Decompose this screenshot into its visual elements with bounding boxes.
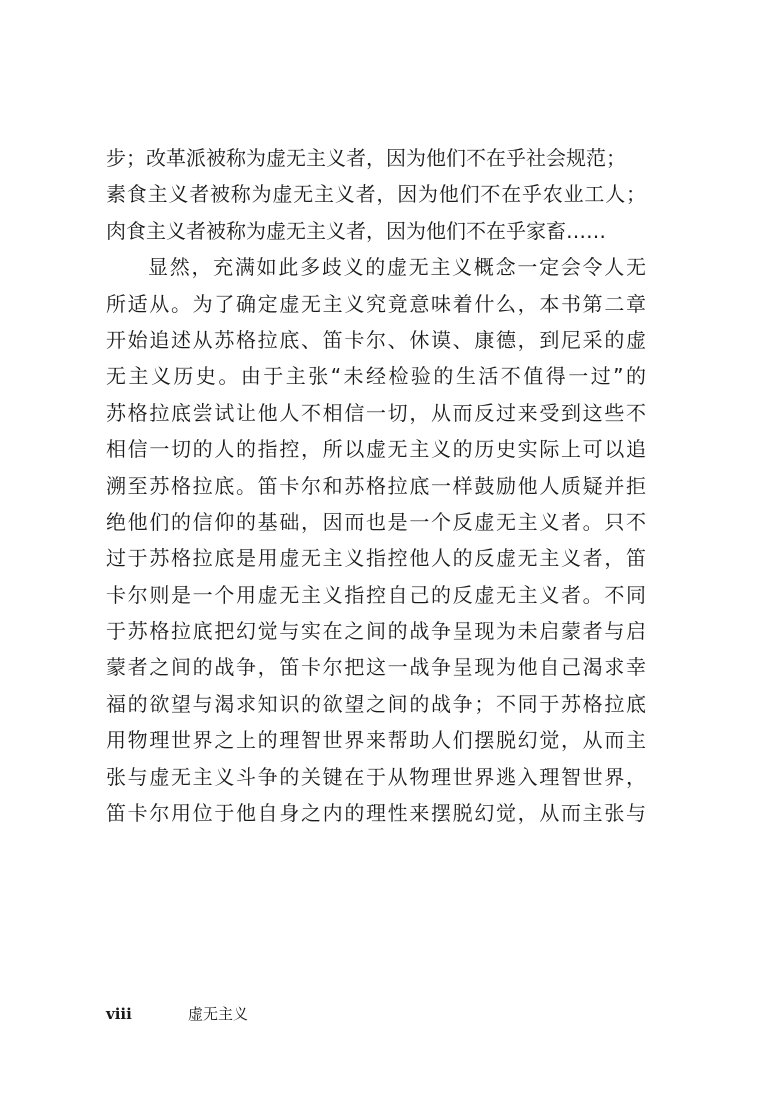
text-line: 笛卡尔用位于他自身之内的理性来摆脱幻觉，从而主张与 bbox=[106, 801, 646, 826]
text-line: 开始追述从苏格拉底、笛卡尔、休谟、康德，到尼采的虚 bbox=[106, 327, 646, 352]
text-line: 福的欲望与渴求知识的欲望之间的战争；不同于苏格拉底 bbox=[106, 691, 646, 716]
text-line: 所适从。为了确定虚无主义究竟意味着什么，本书第二章 bbox=[106, 291, 646, 316]
text-line: 过于苏格拉底是用虚无主义指控他人的反虚无主义者，笛 bbox=[106, 546, 646, 571]
text-line: 卡尔则是一个用虚无主义指控自己的反虚无主义者。不同 bbox=[106, 582, 646, 607]
text-line: 无主义历史。由于主张“未经检验的生活不值得一过”的 bbox=[106, 364, 646, 389]
body-text bbox=[106, 140, 646, 831]
text-line: 相信一切的人的指控，所以虚无主义的历史实际上可以追 bbox=[106, 437, 646, 462]
page-number: viii bbox=[106, 1005, 132, 1023]
text-line: 蒙者之间的战争，笛卡尔把这一战争呈现为他自己渴求幸 bbox=[106, 655, 646, 680]
text-line: 肉食主义者被称为虚无主义者，因为他们不在乎家畜…… bbox=[106, 218, 606, 243]
running-title: 虚无主义 bbox=[188, 1005, 249, 1023]
text-line: 张与虚无主义斗争的关键在于从物理世界逃入理智世界， bbox=[106, 764, 646, 789]
text-line: 于苏格拉底把幻觉与实在之间的战争呈现为未启蒙者与启 bbox=[106, 619, 646, 644]
text-line: 绝他们的信仰的基础，因而也是一个反虚无主义者。只不 bbox=[106, 509, 646, 534]
text-line: 用物理世界之上的理智世界来帮助人们摆脱幻觉，从而主 bbox=[106, 728, 646, 753]
text-line: 苏格拉底尝试让他人不相信一切，从而反过来受到这些不 bbox=[106, 400, 646, 425]
paragraph-first-line: 显然，充满如此多歧义的虚无主义概念一定会令人无 bbox=[148, 255, 646, 280]
text-line: 步；改革派被称为虚无主义者，因为他们不在乎社会规范； bbox=[106, 146, 626, 170]
text-line: 溯至苏格拉底。笛卡尔和苏格拉底一样鼓励他人质疑并拒 bbox=[106, 473, 646, 498]
text-line: 素食主义者被称为虚无主义者，因为他们不在乎农业工人； bbox=[106, 182, 646, 207]
